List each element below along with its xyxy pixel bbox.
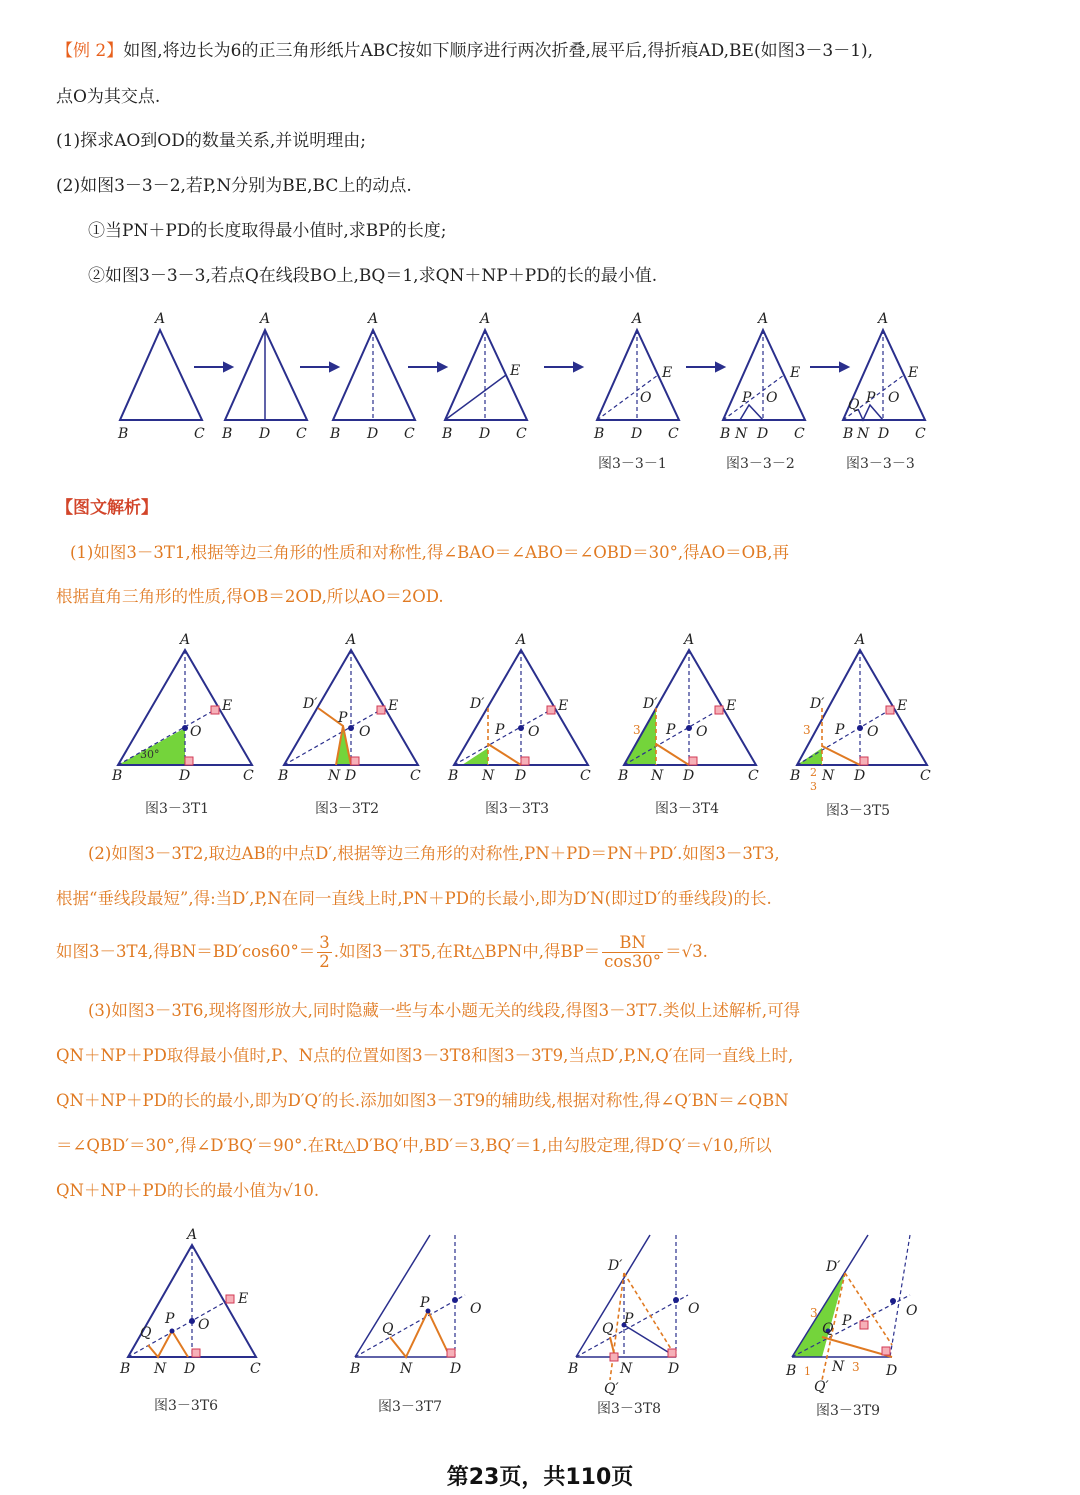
svg-text:A: A xyxy=(480,311,491,327)
svg-text:N: N xyxy=(857,426,870,442)
fraction-numerator: 2 xyxy=(810,766,817,779)
svg-text:B: B xyxy=(720,426,731,442)
svg-text:D′: D′ xyxy=(810,696,825,712)
analysis-p3e: QN＋NP＋PD的长的最小值为√10. xyxy=(56,1181,320,1200)
svg-text:E: E xyxy=(790,365,801,381)
svg-text:C: C xyxy=(794,426,805,442)
svg-text:B: B xyxy=(786,1363,797,1379)
svg-text:P: P xyxy=(742,390,752,406)
svg-text:D: D xyxy=(631,426,643,442)
svg-text:E: E xyxy=(222,698,233,714)
arrow-head-icon xyxy=(716,363,724,371)
svg-text:A: A xyxy=(684,632,695,648)
question-2a: ①当PN＋PD的长度取得最小值时,求BP的长度; xyxy=(88,221,447,241)
analysis-p2c: 如图3－3T4,得BN＝BD′cos60°＝ $\frac{3}{2}$ .如图3－3T5,在Rt△BPN中,得BP＝ $\frac{BN}{\cos 30^\circ}$ ＝√3. xyxy=(56,933,708,971)
svg-text:E: E xyxy=(726,698,737,714)
svg-text:P: P xyxy=(338,710,348,726)
figure-3-3T9 xyxy=(785,1235,918,1419)
svg-text:N: N xyxy=(482,768,495,784)
figure-3-3-2 xyxy=(719,311,805,472)
arrow-head-icon xyxy=(574,363,582,371)
svg-text:A: A xyxy=(346,632,357,648)
analysis-p3d: ＝∠QBD′＝30°,得∠D′BQ′＝90°.在Rt△D′BQ′中,BD′＝3,BQ′＝1,由勾股定理,得D′Q′＝√10,所以 xyxy=(56,1136,772,1155)
caption-3-3T4: 图3－3T4 xyxy=(655,801,720,817)
svg-text:O: O xyxy=(766,390,778,406)
svg-text:Q′: Q′ xyxy=(604,1381,619,1397)
svg-text:B: B xyxy=(843,426,854,442)
svg-text:E: E xyxy=(238,1291,249,1307)
svg-text:Q: Q xyxy=(382,1321,394,1337)
caption-3-3T5: 图3－3T5 xyxy=(826,803,891,819)
svg-text:O: O xyxy=(198,1317,210,1333)
fold-sequence-figures xyxy=(110,305,950,475)
problem-line-2: 点O为其交点. xyxy=(56,87,161,107)
svg-text:E: E xyxy=(558,698,569,714)
svg-text:C: C xyxy=(250,1361,261,1377)
caption-3-3-1: 图3－3－1 xyxy=(598,456,667,472)
figure-3-3-3 xyxy=(842,311,926,472)
svg-text:C: C xyxy=(243,768,254,784)
svg-text:O: O xyxy=(528,724,540,740)
svg-text:B: B xyxy=(442,426,453,442)
svg-text:B: B xyxy=(330,426,341,442)
svg-text:A: A xyxy=(180,632,191,648)
svg-text:N: N xyxy=(822,768,835,784)
svg-text:B: B xyxy=(790,768,801,784)
caption-3-3T6: 图3－3T6 xyxy=(154,1398,219,1414)
arrow-head-icon xyxy=(224,363,232,371)
svg-text:D: D xyxy=(757,426,769,442)
svg-text:N: N xyxy=(400,1361,413,1377)
analysis-p3c: QN＋NP＋PD的长的最小,即为D′Q′的长.添加如图3－3T9的辅助线,根据对称性,得∠Q′BN＝∠QBN xyxy=(56,1091,789,1110)
svg-text:P: P xyxy=(420,1295,430,1311)
analysis-p3a: (3)如图3－3T6,现将图形放大,同时隐藏一些与本小题无关的线段,得图3－3T7.类似上述解析,可得 xyxy=(88,1001,801,1020)
analysis-p1a: (1)如图3－3T1,根据等边三角形的性质和对称性,得∠BAO＝∠ABO＝∠OBD＝30°,得AO＝OB,再 xyxy=(70,543,789,562)
svg-text:D: D xyxy=(886,1363,898,1379)
svg-text:C: C xyxy=(668,426,679,442)
svg-text:D: D xyxy=(184,1361,196,1377)
svg-text:3: 3 xyxy=(803,723,811,737)
svg-text:A: A xyxy=(855,632,866,648)
analysis-p2b: 根据“垂线段最短”,得:当D′,P,N在同一直线上时,PN＋PD的长最小,即为D′N(即过D′的垂线段)的长. xyxy=(56,889,772,908)
svg-text:E: E xyxy=(908,365,919,381)
arrow-head-icon xyxy=(330,363,338,371)
svg-text:C: C xyxy=(516,426,527,442)
svg-text:D′: D′ xyxy=(643,696,658,712)
svg-text:D: D xyxy=(515,768,527,784)
fold-step-2 xyxy=(221,311,307,442)
svg-text:B: B xyxy=(120,1361,131,1377)
svg-text:O: O xyxy=(696,724,708,740)
fraction-denominator: 3 xyxy=(810,780,817,793)
caption-3-3T1: 图3－3T1 xyxy=(145,801,210,817)
svg-text:A: A xyxy=(260,311,271,327)
svg-text:A: A xyxy=(368,311,379,327)
svg-text:C: C xyxy=(580,768,591,784)
analysis-p1b: 根据直角三角形的性质,得OB＝2OD,所以AO＝2OD. xyxy=(56,587,444,606)
figure-3-3T5 xyxy=(789,632,931,819)
svg-text:B: B xyxy=(278,768,289,784)
svg-text:C: C xyxy=(410,768,421,784)
svg-text:O: O xyxy=(470,1301,482,1317)
solution-figures-2 xyxy=(110,1225,950,1425)
length-3-label: 3 xyxy=(633,723,641,737)
figure-3-3-1 xyxy=(593,311,679,472)
svg-text:O: O xyxy=(906,1303,918,1319)
svg-text:P: P xyxy=(842,1313,852,1329)
caption-3-3-3: 图3－3－3 xyxy=(846,456,915,472)
svg-text:D: D xyxy=(878,426,890,442)
figure-3-3T4 xyxy=(617,632,759,817)
svg-text:D′: D′ xyxy=(826,1259,841,1275)
caption-3-3T9: 图3－3T9 xyxy=(816,1403,881,1419)
svg-text:Q: Q xyxy=(848,397,860,413)
svg-text:N: N xyxy=(651,768,664,784)
fold-step-4 xyxy=(441,311,527,442)
svg-text:D: D xyxy=(668,1361,680,1377)
svg-text:C: C xyxy=(748,768,759,784)
arrow-head-icon xyxy=(438,363,446,371)
svg-text:O: O xyxy=(688,1301,700,1317)
svg-text:A: A xyxy=(758,311,769,327)
label-B: B xyxy=(118,426,129,442)
svg-text:B: B xyxy=(350,1361,361,1377)
svg-text:C: C xyxy=(404,426,415,442)
svg-text:B: B xyxy=(594,426,605,442)
fold-step-3 xyxy=(329,311,415,442)
figure-3-3T3 xyxy=(447,632,591,817)
caption-3-3T8: 图3－3T8 xyxy=(597,1401,662,1417)
svg-text:E: E xyxy=(388,698,399,714)
svg-text:D′: D′ xyxy=(303,696,318,712)
solution-figures-1 xyxy=(100,630,980,825)
caption-3-3T2: 图3－3T2 xyxy=(315,801,380,817)
svg-text:Q′: Q′ xyxy=(814,1379,829,1395)
caption-3-3T7: 图3－3T7 xyxy=(378,1399,443,1415)
figure-3-3T6 xyxy=(119,1227,261,1414)
svg-text:C: C xyxy=(920,768,931,784)
svg-text:P: P xyxy=(165,1311,175,1327)
svg-text:O: O xyxy=(867,724,879,740)
svg-text:O: O xyxy=(190,724,202,740)
svg-text:O: O xyxy=(640,390,652,406)
analysis-header: 【图文解析】 xyxy=(56,498,158,518)
svg-text:C: C xyxy=(915,426,926,442)
svg-text:D: D xyxy=(854,768,866,784)
svg-text:D: D xyxy=(179,768,191,784)
svg-text:D: D xyxy=(479,426,491,442)
question-1: (1)探求AO到OD的数量关系,并说明理由; xyxy=(56,131,366,151)
svg-text:3: 3 xyxy=(852,1360,860,1374)
svg-text:A: A xyxy=(516,632,527,648)
svg-text:E: E xyxy=(662,365,673,381)
svg-text:P: P xyxy=(666,722,676,738)
svg-text:C: C xyxy=(296,426,307,442)
label-A: A xyxy=(155,311,166,327)
analysis-p3b: QN＋NP＋PD取得最小值时,P、N点的位置如图3－3T8和图3－3T9,当点D′,P,N,Q′在同一直线上时, xyxy=(56,1046,794,1065)
svg-text:A: A xyxy=(632,311,643,327)
svg-text:Q: Q xyxy=(602,1321,614,1337)
svg-text:E: E xyxy=(897,698,908,714)
svg-text:D: D xyxy=(259,426,271,442)
page-footer: 第23页，共110页 xyxy=(446,1465,634,1490)
svg-text:B: B xyxy=(112,768,123,784)
problem-line-1 xyxy=(56,40,1016,62)
caption-3-3T3: 图3－3T3 xyxy=(485,801,550,817)
svg-text:3: 3 xyxy=(810,1306,818,1320)
figure-3-3T8 xyxy=(567,1235,700,1417)
svg-text:N: N xyxy=(154,1361,167,1377)
svg-text:D: D xyxy=(345,768,357,784)
caption-3-3-2: 图3－3－2 xyxy=(726,456,795,472)
question-2b: ②如图3－3－3,若点Q在线段BO上,BQ＝1,求QN＋NP＋PD的长的最小值. xyxy=(88,266,658,286)
angle-30-label: 30° xyxy=(140,748,160,761)
svg-text:D′: D′ xyxy=(470,696,485,712)
figure-3-3T1 xyxy=(111,632,254,817)
fold-step-1 xyxy=(117,311,205,442)
question-2: (2)如图3－3－2,若P,N分别为BE,BC上的动点. xyxy=(56,176,412,196)
svg-text:N: N xyxy=(620,1361,633,1377)
svg-text:E: E xyxy=(510,363,521,379)
svg-text:D: D xyxy=(683,768,695,784)
svg-text:O: O xyxy=(888,390,900,406)
svg-text:P: P xyxy=(495,722,505,738)
svg-text:P: P xyxy=(624,1311,634,1327)
svg-text:O: O xyxy=(359,724,371,740)
svg-text:P: P xyxy=(866,390,876,406)
svg-text:A: A xyxy=(878,311,889,327)
figure-3-3T2 xyxy=(277,632,421,817)
length-1-label: 1 xyxy=(804,1365,811,1378)
svg-text:B: B xyxy=(618,768,629,784)
svg-text:Q: Q xyxy=(822,1321,834,1337)
svg-text:D′: D′ xyxy=(608,1258,623,1274)
svg-text:B: B xyxy=(222,426,233,442)
svg-text:D: D xyxy=(450,1361,462,1377)
svg-text:N: N xyxy=(832,1359,845,1375)
figure-3-3T7 xyxy=(349,1235,482,1415)
analysis-p2a: (2)如图3－3T2,取边AB的中点D′,根据等边三角形的对称性,PN＋PD＝PN＋PD′.如图3－3T3, xyxy=(88,844,780,863)
arrow-head-icon xyxy=(840,363,848,371)
svg-text:A: A xyxy=(187,1227,198,1243)
svg-text:B: B xyxy=(568,1361,579,1377)
example-tag: 【例 2】 xyxy=(56,41,124,61)
svg-text:B: B xyxy=(448,768,459,784)
problem-text-1: 如图,将边长为6的正三角形纸片ABC按如下顺序进行两次折叠,展平后,得折痕AD,BE(如图3－3－1), xyxy=(123,41,874,61)
label-C: C xyxy=(194,426,205,442)
svg-text:N: N xyxy=(735,426,748,442)
svg-text:N: N xyxy=(328,768,341,784)
svg-text:D: D xyxy=(367,426,379,442)
svg-text:P: P xyxy=(835,722,845,738)
svg-text:Q: Q xyxy=(140,1325,152,1341)
